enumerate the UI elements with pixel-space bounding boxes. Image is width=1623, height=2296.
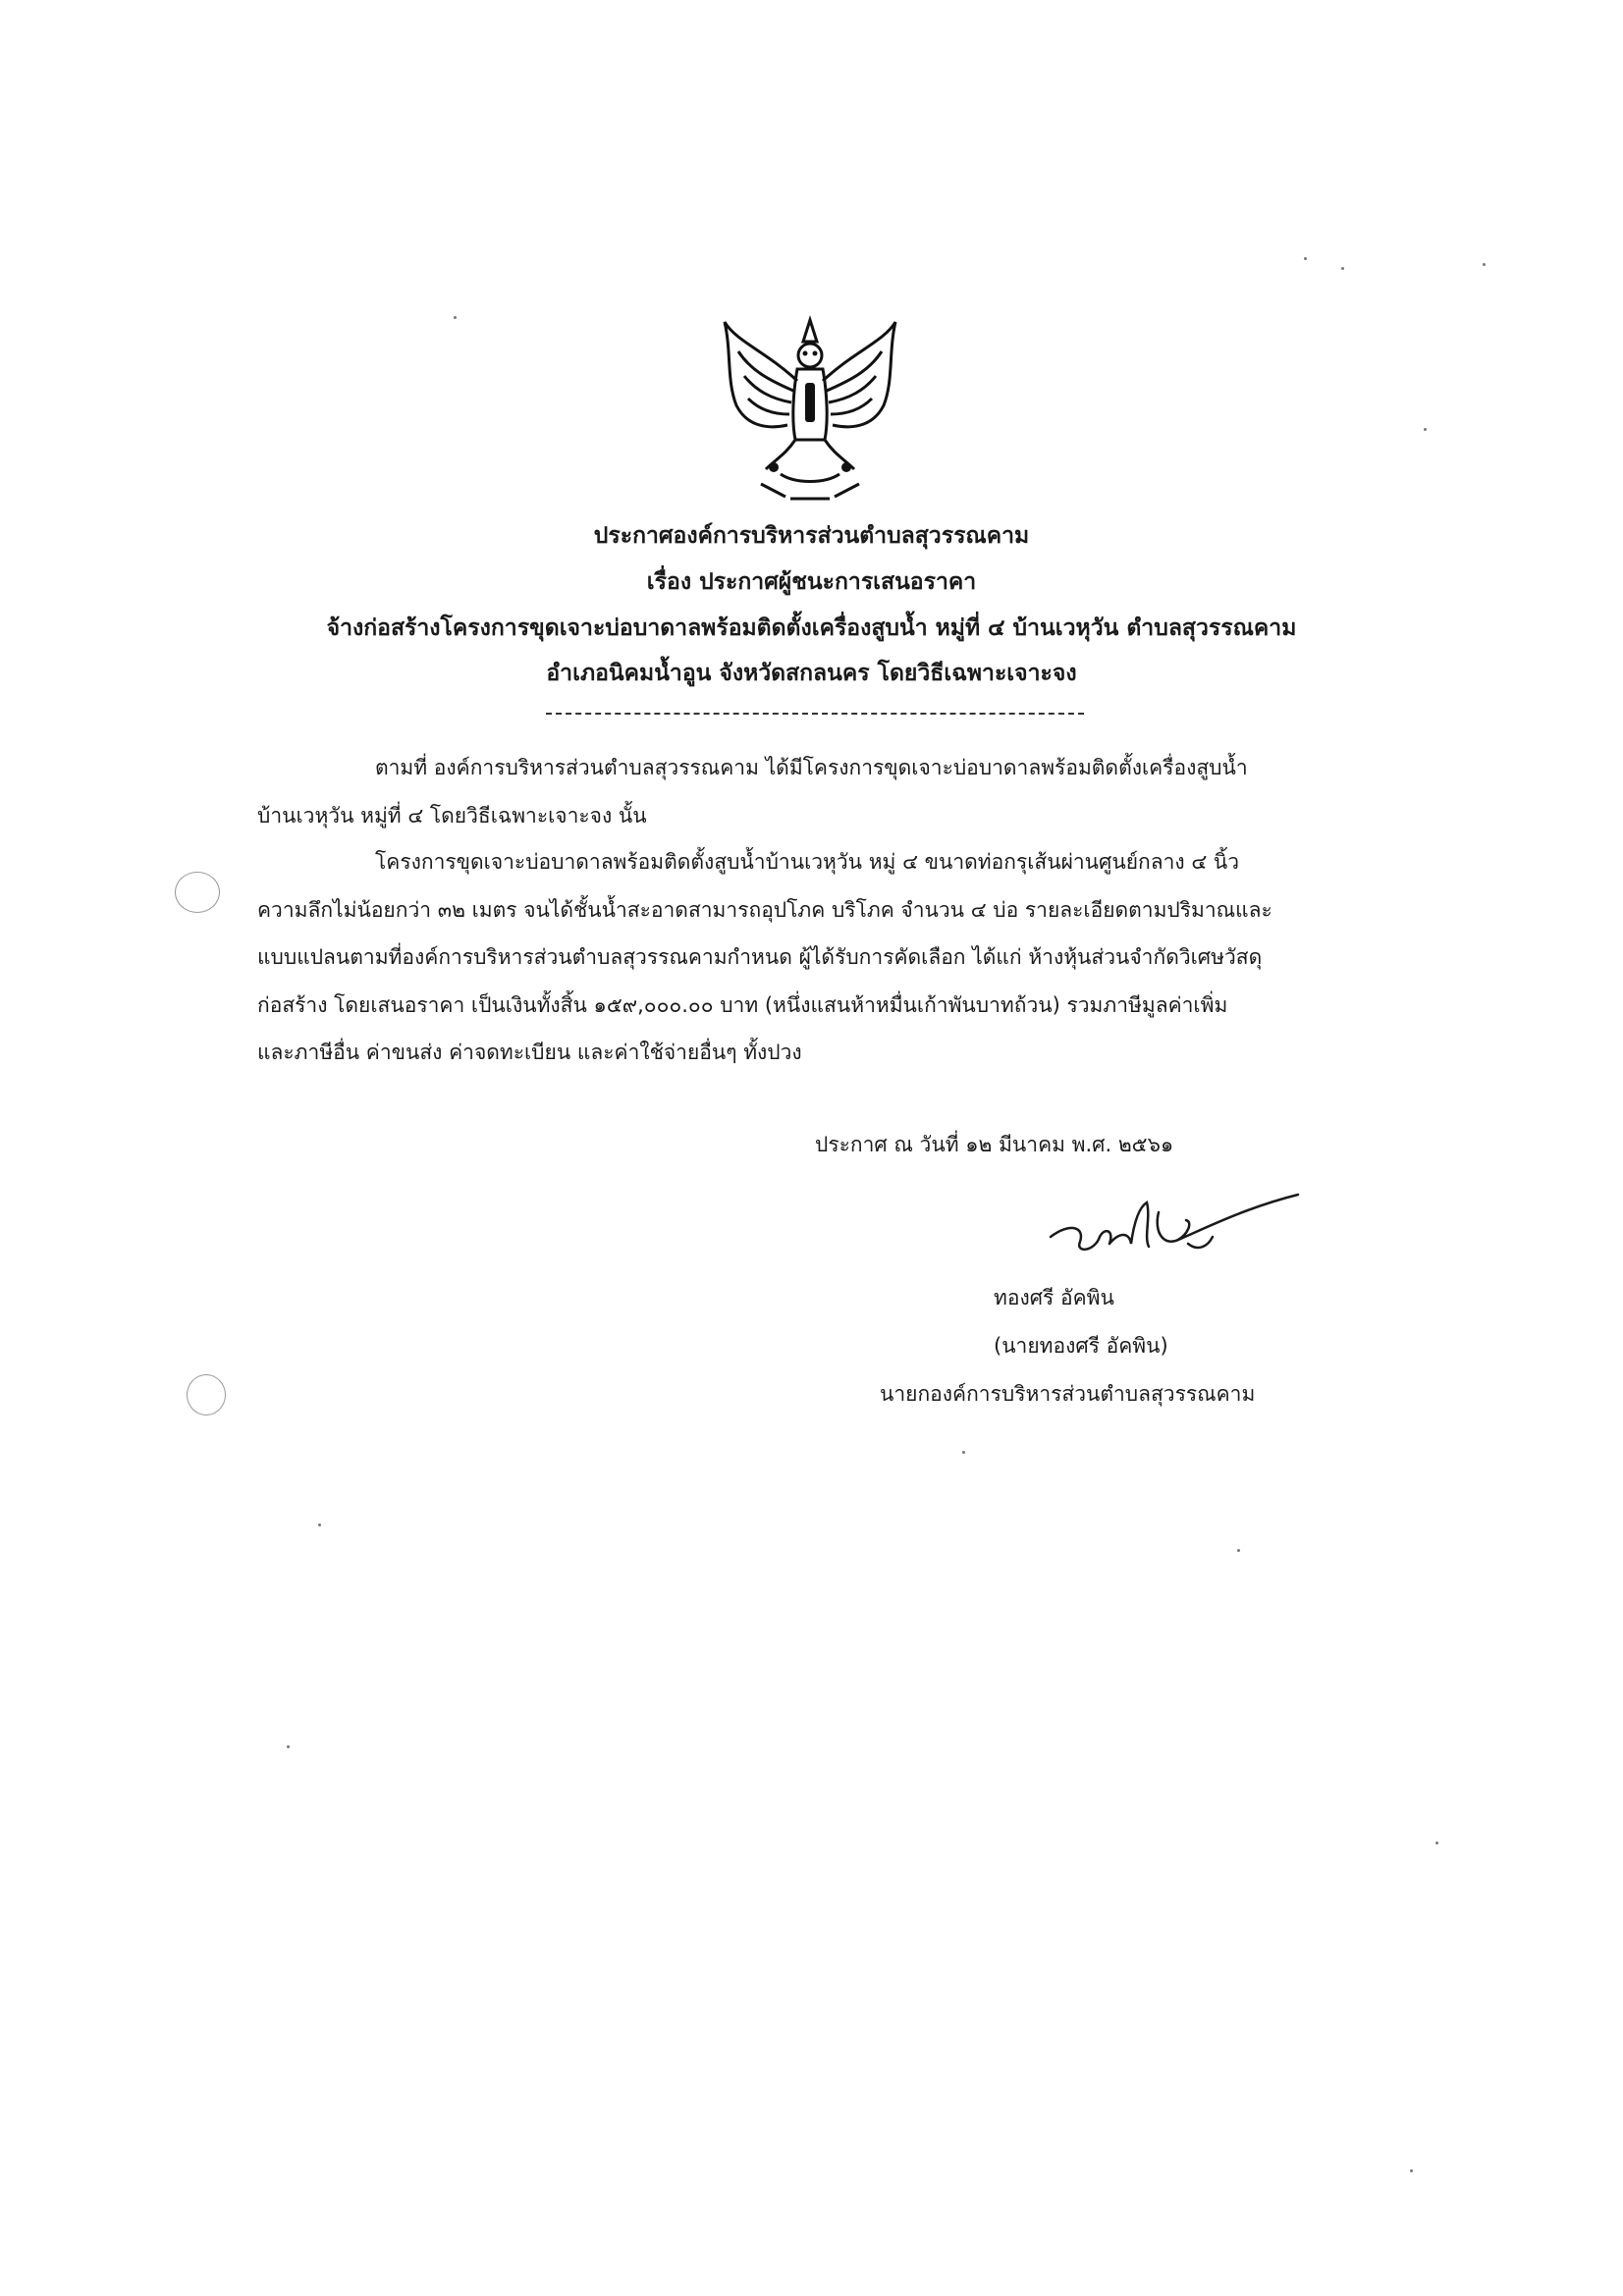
scan-speck xyxy=(1424,428,1427,431)
scan-speck xyxy=(962,1451,965,1454)
paragraph-2-line-3: แบบแปลนตามที่องค์การบริหารส่วนตำบลสุวรรณคามกำหนด ผู้ได้รับการคัดเลือก ได้แก่ ห้างหุ้นส่วนจำกัดวิเศษวัสดุ xyxy=(257,945,1263,969)
signer-name: ทองศรี อัคพิน xyxy=(994,1286,1114,1309)
header-line-4: อำเภอนิคมน้ำอูน จังหวัดสกลนคร โดยวิธีเฉพาะเจาะจง xyxy=(546,661,1077,686)
paragraph-2-line-4: ก่อสร้าง โดยเสนอราคา เป็นเงินทั้งสิ้น ๑๕๙,๐๐๐.๐๐ บาท (หนึ่งแสนห้าหมื่นเก้าพันบาทถ้วน) รวมภาษีมูลค่าเพิ่ม xyxy=(257,993,1228,1017)
punch-hole-mark xyxy=(187,1374,226,1415)
paragraph-2-line-1: โครงการขุดเจาะบ่อบาดาลพร้อมติดตั้งสูบน้ำบ้านเวหุวัน หมู่ ๔ ขนาดท่อกรุเส้นผ่านศูนย์กลาง ๔ นิ้ว xyxy=(375,850,1240,874)
scan-speck xyxy=(1410,2169,1413,2172)
scan-speck xyxy=(1341,267,1344,270)
header-line-3: จ้างก่อสร้างโครงการขุดเจาะบ่อบาดาลพร้อมติดตั้งเครื่องสูบน้ำ หมู่ที่ ๔ บ้านเวหุวัน ตำบลสุวรรณคาม xyxy=(326,615,1297,641)
handwritten-signature xyxy=(1041,1183,1306,1276)
scan-speck xyxy=(1483,263,1486,266)
header-line-2: เรื่อง ประกาศผู้ชนะการเสนอราคา xyxy=(646,569,977,595)
paragraph-2-line-2: ความลึกไม่น้อยกว่า ๓๒ เมตร จนได้ชั้นน้ำสะอาดสามารถอุปโภค บริโภค จำนวน ๔ บ่อ รายละเอียดตามปริมาณและ xyxy=(257,898,1272,922)
scan-speck xyxy=(318,1523,321,1526)
signer-full-name: (นายทองศรี อัคพิน) xyxy=(994,1334,1168,1358)
signer-title: นายกองค์การบริหารส่วนตำบลสุวรรณคาม xyxy=(880,1382,1256,1406)
garuda-emblem xyxy=(707,312,913,508)
header-line-1: ประกาศองค์การบริหารส่วนตำบลสุวรรณคาม xyxy=(593,523,1030,549)
paragraph-1-line-1: ตามที่ องค์การบริหารส่วนตำบลสุวรรณคาม ได้มีโครงการขุดเจาะบ่อบาดาลพร้อมติดตั้งเครื่องสูบน้ำ xyxy=(375,756,1248,779)
scan-speck xyxy=(1237,1549,1240,1552)
scan-speck xyxy=(287,1745,290,1748)
paragraph-2-line-5: และภาษีอื่น ค่าขนส่ง ค่าจดทะเบียน และค่าใช้จ่ายอื่นๆ ทั้งปวง xyxy=(257,1041,802,1064)
scan-speck xyxy=(1435,1842,1438,1844)
divider-line xyxy=(546,713,1084,715)
announcement-date: ประกาศ ณ วันที่ ๑๒ มีนาคม พ.ศ. ๒๕๖๑ xyxy=(815,1133,1174,1156)
scan-speck xyxy=(454,316,457,319)
paragraph-1-line-2: บ้านเวหุวัน หมู่ที่ ๔ โดยวิธีเฉพาะเจาะจง นั้น xyxy=(257,804,647,828)
scan-speck xyxy=(1304,257,1307,260)
punch-hole-mark xyxy=(175,872,220,913)
